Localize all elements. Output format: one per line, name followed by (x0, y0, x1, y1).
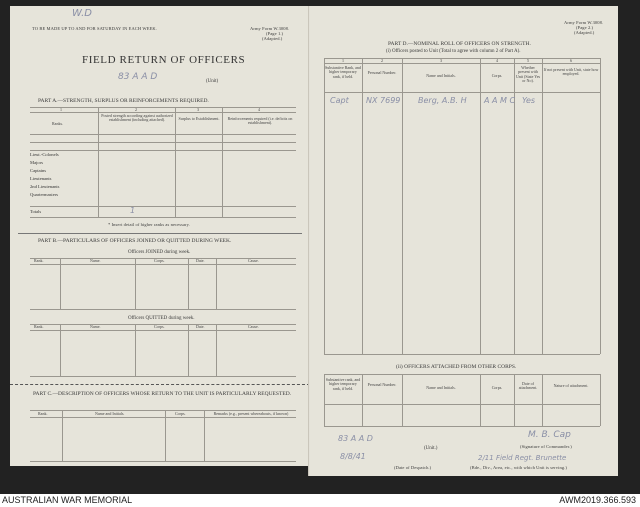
location-label: (Bde., Div., Area, etc., with which Unit is serving.) (470, 465, 567, 470)
part-a-note: * Insert detail of higher ranks as necessary. (108, 222, 190, 227)
col-corps: Corps. (491, 73, 503, 78)
col-ranks: Ranks. (52, 121, 63, 126)
source-label: AUSTRALIAN WAR MEMORIAL (2, 495, 133, 505)
hw-signature: M. B. Cap (528, 430, 571, 440)
col-present: Whether present with Unit (State Yes or No). (515, 65, 541, 84)
army-form-label: Army Form W.3008. (250, 26, 290, 31)
page-ref: (Page 1.) (266, 31, 284, 36)
hw-rank: Capt (330, 96, 349, 105)
army-form-label-right: Army Form W.3008. (564, 20, 604, 25)
unit-label: (Unit) (206, 79, 219, 84)
hw-name: Berg, A.B. H (418, 96, 467, 105)
col-surplus: Surplus to Establishment. (178, 116, 220, 121)
handwritten-total: 1 (130, 206, 136, 215)
col-reinf: Reinforcements required (i.e. deficits on establishment). (227, 116, 293, 126)
adapted-label-right: (Adapted.) (574, 30, 595, 35)
section-i-heading: (i) Officers posted to Unit (Total to agree with column 2 of Part A). (386, 49, 521, 54)
page-ref-right: (Page 2.) (576, 25, 594, 30)
handwritten-wd: W.D (72, 8, 92, 19)
quitted-heading: Officers QUITTED during week. (128, 316, 195, 321)
adapted-label: (Adapted.) (262, 36, 283, 41)
accession-number: AWM2019.366.593 (559, 495, 636, 505)
hw-location: 2/11 Field Regt. Brunette (478, 454, 567, 462)
section-ii-heading: (ii) OFFICERS ATTACHED FROM OTHER CORPS. (396, 364, 517, 370)
part-b-heading: PART B.—PARTICULARS OF OFFICERS JOINED OR QUITTED DURING WEEK. (38, 238, 232, 244)
form-title: FIELD RETURN OF OFFICERS (82, 54, 246, 66)
hw-number: NX 7699 (366, 96, 401, 105)
caption-bar (0, 494, 640, 507)
hw-date: 8/8/41 (340, 452, 366, 461)
left-page: W.D TO BE MADE UP TO AND FOR SATURDAY IN EACH WEEK. Army Form W.3008. (Page 1.) (Adapted.) FIELD RETURN OF OFFICERS 83 A A D (Unit) PART A.—STRENGTH, SURPLUS OR REINFORCEMENTS REQUIRED. 1 2 3 4 Ranks. Posted strength according against authorized establishment (including attached). Surplus to Establishment. Reinforcements required (i.e. deficits on establishment). Lieut.-Colonels Majors Captains Lieutenants 2nd Lieutenants Quartermasters Totals 1 * Insert detail of higher ranks as necessary. PART B.—PARTICULARS OF OFFICERS JOINED OR QUITTED DURING WEEK. Officers JOINED during week. Rank. Name. Corps. Date. Cause. Officers QUITTED during week. Rank. Name. Corps. Date. Cause. PART C.—DESCRIPTION OF OFFICERS WHOSE RETURN TO THE UNIT IS PARTICULARLY REQUESTED. Rank. Name and Initials. Corps. Remarks (e.g., present whereabouts, if known) (10, 6, 310, 466)
signature-label: (Signature of Commander.) (520, 444, 572, 449)
top-notice: TO BE MADE UP TO AND FOR SATURDAY IN EACH WEEK. (32, 26, 158, 31)
right-page: Army Form W.3008. (Page 2.) (Adapted.) PART D.—NOMINAL ROLL OF OFFICERS ON STRENGTH. (i) Officers posted to Unit (Total to agree with column 2 of Part A). 1 2 3 4 5 6 Substantive Rank, and higher temporary rank, if held. Personal Number. Name and Initials. Corps. Whether present with Unit (State Yes or No). If not present with Unit, state how employed. Capt NX 7699 Berg, A.B. H A A M C Yes (ii) OFFICERS ATTACHED FROM OTHER CORPS. Substantive rank, and higher temporary rank, if held. Personal Number. Name and Initials. Corps. Date of attachment. Nature of attachment. 83 A A D (Unit.) M. B. Cap (Signature of Commander.) 8/8/41 (Date of Despatch.) 2/11 Field Regt. Brunette (Bde., Div., Area, etc., with which Unit is serving.) (310, 6, 618, 476)
hw-unit-right: 83 A A D (338, 434, 373, 443)
part-c-heading: PART C.—DESCRIPTION OF OFFICERS WHOSE RETURN TO THE UNIT IS PARTICULARLY REQUESTED. (32, 391, 292, 397)
col-personal-number: Personal Number. (367, 70, 397, 75)
col-posted: Posted strength according against authorized establishment (including attached). (101, 113, 173, 123)
unit-handwritten: 83 A A D (118, 72, 158, 82)
hw-present: Yes (522, 96, 536, 105)
date-label: (Date of Despatch.) (394, 465, 432, 470)
col-sub-rank: Substantive Rank, and higher temporary rank, if held. (325, 65, 361, 79)
joined-heading: Officers JOINED during week. (128, 250, 191, 255)
col-name: Name and Initials. (426, 73, 456, 78)
part-d-heading: PART D.—NOMINAL ROLL OF OFFICERS ON STRENGTH. (388, 41, 531, 47)
col-employed: If not present with Unit, state how employed. (543, 67, 599, 77)
hw-corps: A A M C (484, 96, 516, 105)
part-a-heading: PART A.—STRENGTH, SURPLUS OR REINFORCEMENTS REQUIRED. (38, 98, 209, 104)
unit-label-right: (Unit.) (424, 446, 438, 451)
